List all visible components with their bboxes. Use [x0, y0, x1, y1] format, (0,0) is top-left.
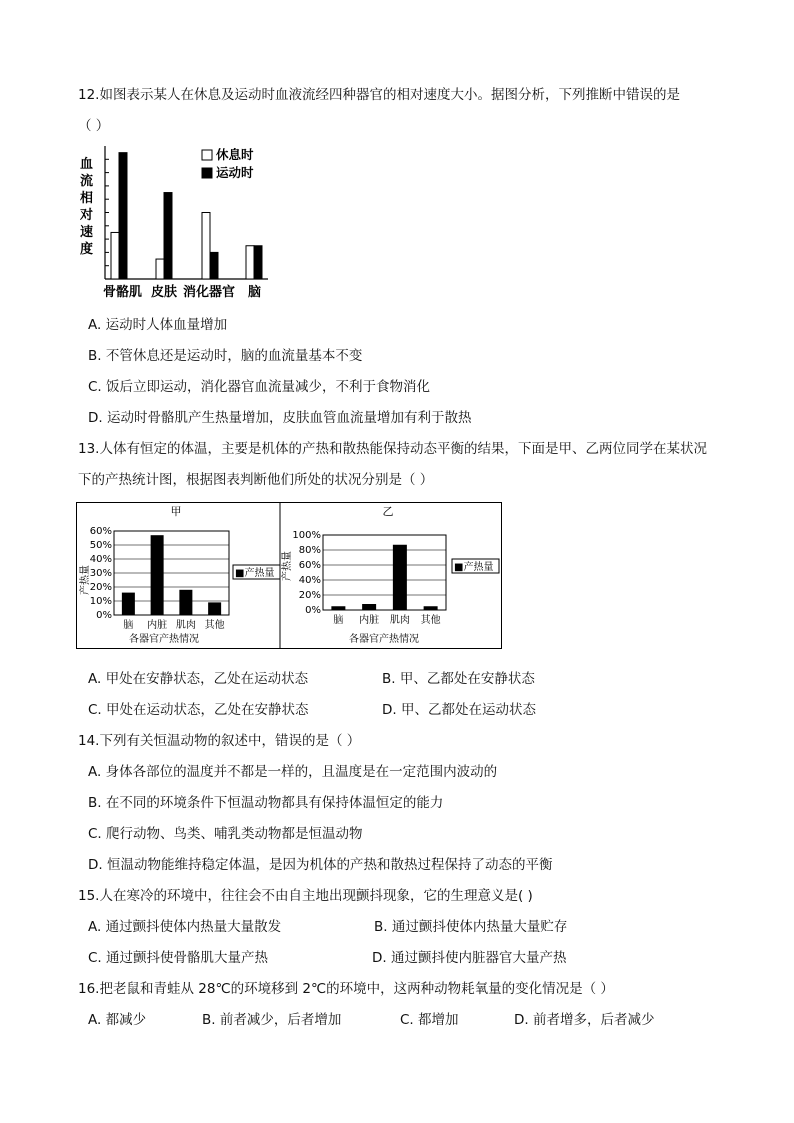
y-tick-label: 80% — [298, 545, 321, 556]
x-category-label: 皮肤 — [151, 285, 178, 300]
y-label-char: 度 — [80, 242, 94, 257]
bar-heat — [122, 593, 135, 615]
x-category-label: 其他 — [420, 615, 441, 626]
bar-exercise — [164, 193, 172, 279]
legend-swatch-rest — [202, 150, 212, 160]
y-label-char: 速 — [80, 225, 94, 240]
q12-option-b[interactable]: B. 不管休息还是运动时，脑的血流量基本不变 — [88, 348, 363, 364]
y-tick-label: 40% — [89, 554, 112, 565]
y-tick-label: 0% — [96, 610, 112, 621]
chart-yi-xlabel: 各器官产热情况 — [349, 634, 419, 645]
y-label-char: 对 — [80, 208, 94, 223]
chart-jia-title: 甲 — [170, 505, 182, 518]
legend-swatch-exercise — [202, 168, 212, 178]
q13-option-c[interactable]: C. 甲处在运动状态，乙处在安静状态 — [88, 702, 309, 718]
y-tick-label: 20% — [298, 590, 321, 601]
chart-yi-title: 乙 — [382, 505, 394, 518]
q13-option-a[interactable]: A. 甲处在安静状态，乙处在运动状态 — [88, 671, 309, 687]
x-category-label: 肌肉 — [389, 615, 410, 626]
q16-option-a[interactable]: A. 都减少 — [88, 1012, 147, 1028]
x-category-label: 肌肉 — [175, 620, 196, 631]
q12-option-a[interactable]: A. 运动时人体血量增加 — [88, 317, 228, 333]
bar-heat — [151, 535, 164, 615]
bar-exercise — [210, 252, 218, 279]
x-category-label: 脑 — [333, 615, 344, 626]
chart-yi-legend: ■产热量 — [454, 562, 494, 573]
y-tick-label: 30% — [89, 568, 112, 579]
q15-option-b[interactable]: B. 通过颤抖使体内热量大量贮存 — [374, 919, 568, 935]
chart-jia-ylabel: 产热量 — [80, 565, 91, 595]
bar-exercise — [254, 246, 262, 279]
y-tick-label: 60% — [89, 526, 112, 537]
y-tick-label: 10% — [89, 596, 112, 607]
bar-heat — [179, 590, 192, 615]
q16-option-d[interactable]: D. 前者增多，后者减少 — [514, 1012, 655, 1028]
q13-stem-line2: 下的产热统计图，根据图表判断他们所处的状况分别是（ ） — [78, 472, 434, 488]
bar-heat — [362, 604, 376, 610]
bar-heat — [331, 606, 345, 610]
q12-option-d[interactable]: D. 运动时骨骼肌产生热量增加，皮肤血管血流量增加有利于散热 — [88, 410, 472, 426]
y-label-char: 相 — [80, 191, 94, 206]
bar-rest — [111, 232, 119, 279]
bar-heat — [424, 606, 438, 610]
bar-exercise — [119, 153, 127, 279]
x-category-label: 脑 — [123, 620, 134, 631]
legend-label-exercise: 运动时 — [216, 165, 254, 180]
legend-label-rest: 休息时 — [216, 147, 254, 162]
q14-option-d[interactable]: D. 恒温动物能维持稳定体温，是因为机体的产热和散热过程保持了动态的平衡 — [88, 857, 553, 873]
q15-stem: 15.人在寒冷的环境中，往往会不由自主地出现颤抖现象，它的生理意义是( ) — [78, 888, 533, 904]
q14-option-b[interactable]: B. 在不同的环境条件下恒温动物都具有保持体温恒定的能力 — [88, 795, 444, 811]
y-tick-label: 20% — [89, 582, 112, 593]
bar-heat — [208, 602, 221, 615]
chart-jia-legend: ■产热量 — [235, 568, 275, 579]
x-category-label: 内脏 — [359, 615, 380, 626]
y-tick-label: 60% — [298, 560, 321, 571]
q15-option-a[interactable]: A. 通过颤抖使体内热量大量散发 — [88, 919, 282, 935]
y-tick-label: 40% — [298, 575, 321, 586]
y-tick-label: 50% — [89, 540, 112, 551]
x-category-label: 内脏 — [147, 620, 168, 631]
x-category-label: 消化器官 — [183, 285, 236, 300]
q12-option-c[interactable]: C. 饭后立即运动，消化器官血流量减少，不利于食物消化 — [88, 379, 431, 395]
bar-rest — [156, 259, 164, 279]
q16-stem: 16.把老鼠和青蛙从 28℃的环境移到 2℃的环境中，这两种动物耗氧量的变化情况是（ ） — [78, 981, 614, 997]
q14-stem: 14.下列有关恒温动物的叙述中，错误的是（ ） — [78, 733, 361, 749]
q15-option-c[interactable]: C. 通过颤抖使骨骼肌大量产热 — [88, 950, 269, 966]
bar-rest — [202, 213, 210, 280]
x-category-label: 骨骼肌 — [103, 285, 143, 300]
bar-rest — [246, 246, 254, 279]
q16-option-b[interactable]: B. 前者减少，后者增加 — [202, 1012, 342, 1028]
y-label-char: 血 — [80, 157, 94, 172]
y-tick-label: 0% — [305, 605, 321, 616]
q14-option-a[interactable]: A. 身体各部位的温度并不都是一样的，且温度是在一定范围内波动的 — [88, 764, 498, 780]
q12-stem-line1: 12.如图表示某人在休息及运动时血液流经四种器官的相对速度大小。据图分析，下列推断中错误的是 — [78, 87, 680, 103]
q13-option-d[interactable]: D. 甲、乙都处在运动状态 — [382, 702, 536, 718]
chart-yi-ylabel: 产热量 — [282, 551, 293, 581]
y-label-char: 流 — [80, 174, 94, 189]
chart-jia-xlabel: 各器官产热情况 — [129, 634, 199, 645]
x-category-label: 脑 — [248, 285, 262, 300]
x-category-label: 其他 — [204, 620, 225, 631]
q15-option-d[interactable]: D. 通过颤抖使内脏器官大量产热 — [372, 950, 567, 966]
q12-stem-line2: （ ） — [78, 118, 110, 134]
q13-option-b[interactable]: B. 甲、乙都处在安静状态 — [382, 671, 535, 687]
q14-option-c[interactable]: C. 爬行动物、鸟类、哺乳类动物都是恒温动物 — [88, 826, 363, 842]
y-tick-label: 100% — [292, 530, 321, 541]
q12-blood-flow-chart — [78, 140, 288, 300]
q13-heat-production-charts — [76, 502, 502, 649]
q13-stem-line1: 13.人体有恒定的体温，主要是机体的产热和散热能保持动态平衡的结果，下面是甲、乙两位同学在某状况 — [78, 441, 707, 457]
bar-heat — [393, 545, 407, 610]
q16-option-c[interactable]: C. 都增加 — [400, 1012, 459, 1028]
